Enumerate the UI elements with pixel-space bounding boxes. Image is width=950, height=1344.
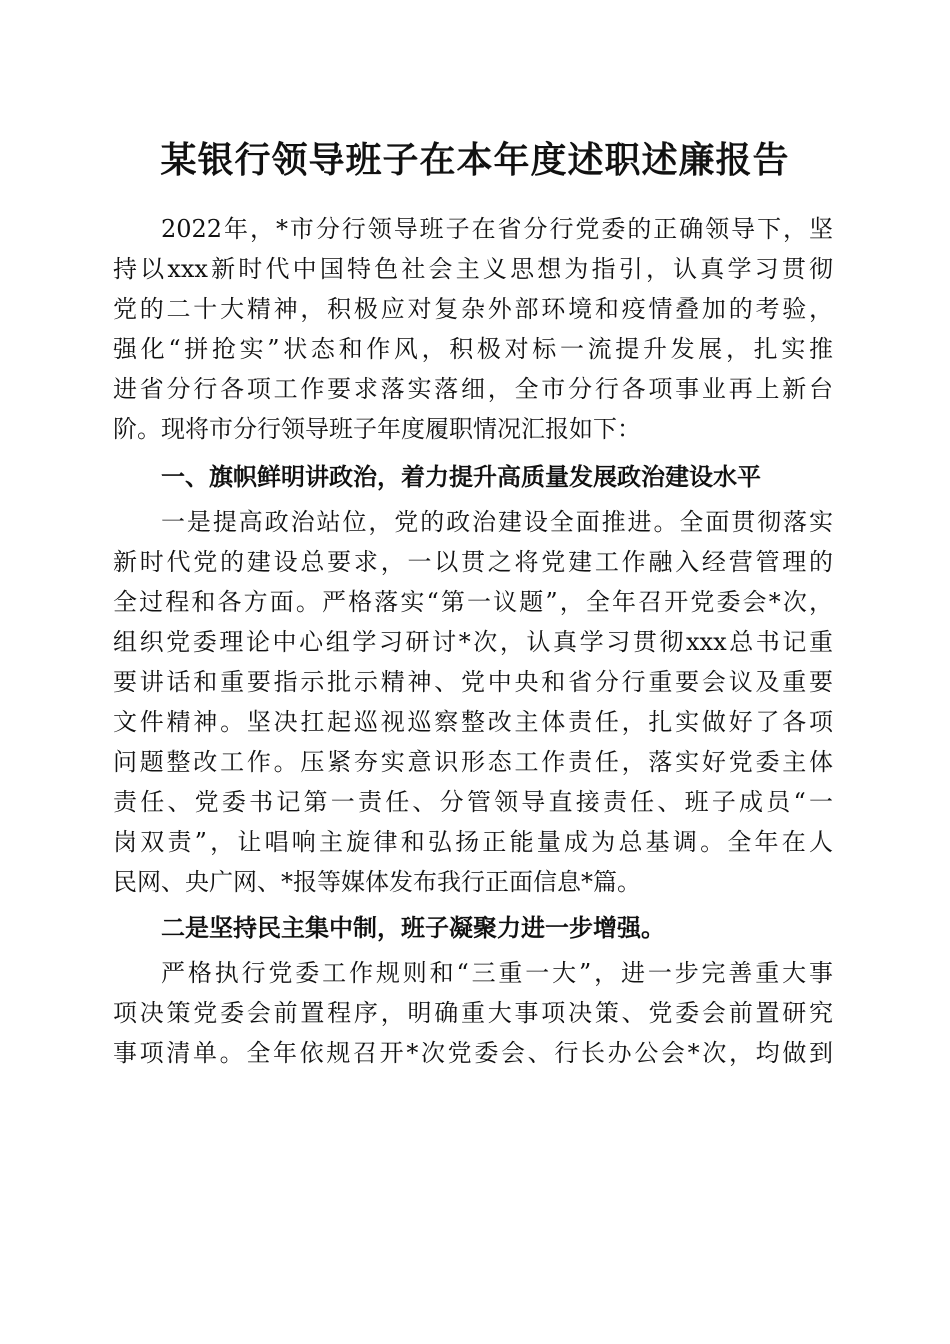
body-line: 进省分行各项工作要求落实落细，全市分行各项事业再上新台	[113, 375, 833, 403]
body-line: 组织党委理论中心组学习研讨*次，认真学习贯彻xxx总书记重	[113, 628, 833, 656]
body-line: 项决策党委会前置程序，明确重大事项决策、党委会前置研究	[113, 999, 833, 1027]
body-line: 党的二十大精神，积极应对复杂外部环境和疫情叠加的考验，	[113, 295, 833, 323]
subsection-heading: 二是坚持民主集中制，班子凝聚力进一步增强。	[161, 913, 665, 942]
body-line: 2022年，*市分行领导班子在省分行党委的正确领导下，坚	[161, 215, 833, 243]
page-title: 某银行领导班子在本年度述职述廉报告	[160, 139, 790, 181]
body-line: 事项清单。全年依规召开*次党委会、行长办公会*次，均做到	[113, 1039, 833, 1067]
body-line: 一是提高政治站位，党的政治建设全面推进。全面贯彻落实	[161, 508, 833, 536]
body-line: 持以xxx新时代中国特色社会主义思想为指引，认真学习贯彻	[113, 255, 833, 283]
body-line: 阶。现将市分行领导班子年度履职情况汇报如下：	[113, 415, 641, 443]
body-line: 严格执行党委工作规则和“三重一大”，进一步完善重大事	[161, 959, 833, 987]
section-heading: 一、旗帜鲜明讲政治，着力提升高质量发展政治建设水平	[161, 463, 761, 491]
body-line: 文件精神。坚决扛起巡视巡察整改主体责任，扎实做好了各项	[113, 708, 833, 736]
body-line: 岗双责”，让唱响主旋律和弘扬正能量成为总基调。全年在人	[113, 828, 833, 856]
body-line: 民网、央广网、*报等媒体发布我行正面信息*篇。	[113, 868, 641, 896]
body-line: 责任、党委书记第一责任、分管领导直接责任、班子成员“一	[113, 788, 833, 816]
body-line: 要讲话和重要指示批示精神、党中央和省分行重要会议及重要	[113, 668, 833, 696]
body-line: 新时代党的建设总要求，一以贯之将党建工作融入经营管理的	[113, 548, 833, 576]
body-line: 强化“拼抢实”状态和作风，积极对标一流提升发展，扎实推	[113, 335, 833, 363]
body-line: 问题整改工作。压紧夯实意识形态工作责任，落实好党委主体	[113, 748, 833, 776]
body-line: 全过程和各方面。严格落实“第一议题”，全年召开党委会*次，	[113, 588, 833, 616]
